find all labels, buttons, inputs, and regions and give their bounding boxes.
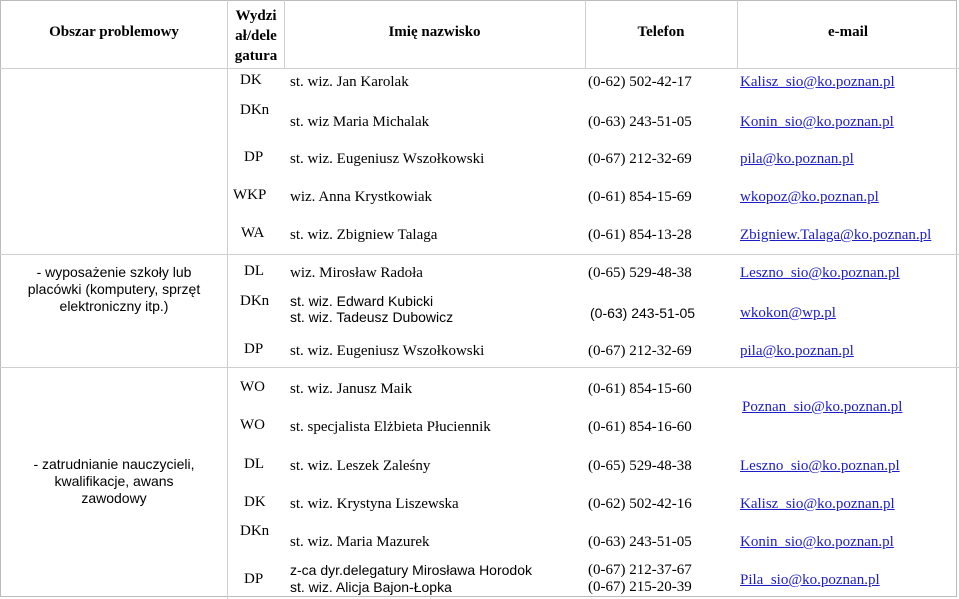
row-phone: (0-61) 854-16-60 <box>588 419 692 435</box>
row-dept: WO <box>240 379 265 395</box>
row-name: st. wiz. Jan Karolak <box>290 74 409 90</box>
row-phone: (0-63) 243-51-05 <box>590 305 696 321</box>
header-area: Obszar problemowy <box>49 24 179 40</box>
row-dept: DP <box>244 571 264 587</box>
row-email-link[interactable]: Poznan_sio@ko.poznan.pl <box>742 399 903 415</box>
row-phone: (0-67) 212-32-69 <box>588 151 692 167</box>
row-name: wiz. Mirosław Radoła <box>290 265 423 281</box>
row-name-line: st. wiz. Edward Kubicki <box>290 293 434 309</box>
header-name: Imię nazwisko <box>388 24 481 40</box>
row-phone: (0-63) 243-51-05 <box>588 114 692 130</box>
header-email: e-mail <box>828 24 868 40</box>
row-name: st. wiz. Zbigniew Talaga <box>290 227 438 243</box>
row-name: st. wiz Maria Michalak <box>290 114 430 130</box>
area-line: kwalifikacje, awans <box>54 473 174 489</box>
row-name-line: z-ca dyr.delegatury Mirosława Horodok <box>290 562 532 578</box>
row-email-link[interactable]: Leszno_sio@ko.poznan.pl <box>740 458 900 474</box>
row-dept: DK <box>244 494 266 510</box>
row-dept: DP <box>244 149 264 165</box>
row-email-link[interactable]: Kalisz_sio@ko.poznan.pl <box>740 74 895 90</box>
area-staff <box>0 456 228 507</box>
row-phone: (0-65) 529-48-38 <box>588 458 692 474</box>
row-email-link[interactable]: Zbigniew.Talaga@ko.poznan.pl <box>740 227 932 243</box>
row-dept: DL <box>244 263 264 279</box>
row-dept: DKn <box>240 293 270 309</box>
area-line: placówki (komputery, sprzęt <box>27 281 201 297</box>
row-dept: DL <box>244 456 264 472</box>
header-dept-line: gatura <box>234 48 278 64</box>
row-dept: DKn <box>240 102 270 118</box>
row-phone: (0-62) 502-42-16 <box>588 496 692 512</box>
row-name: wiz. Anna Krystkowiak <box>290 189 433 205</box>
row-divider <box>0 367 959 368</box>
row-divider <box>0 68 959 69</box>
row-phone <box>588 562 692 596</box>
row-dept: WA <box>241 225 265 241</box>
area-line: elektroniczny itp.) <box>59 298 169 314</box>
row-name-line: st. wiz. Alicja Bajon-Łopka <box>290 579 452 595</box>
row-name: st. specjalista Elżbieta Płuciennik <box>290 419 491 435</box>
row-name <box>290 293 453 325</box>
area-equipment <box>0 264 228 315</box>
row-name-line: st. wiz. Tadeusz Dubowicz <box>290 309 454 325</box>
header-dept <box>228 6 284 66</box>
row-email-link[interactable]: wkokon@wp.pl <box>740 305 836 321</box>
area-line: - wyposażenie szkoły lub <box>36 264 192 280</box>
row-name: st. wiz. Eugeniusz Wszołkowski <box>290 151 485 167</box>
row-dept: WKP <box>233 187 267 203</box>
row-phone: (0-61) 854-15-69 <box>588 189 692 205</box>
row-email-link[interactable]: Leszno_sio@ko.poznan.pl <box>740 265 900 281</box>
row-name: st. wiz. Krystyna Liszewska <box>290 496 459 512</box>
area-line: - zatrudnianie nauczycieli, <box>33 456 195 472</box>
row-email-link[interactable]: Konin_sio@ko.poznan.pl <box>740 534 894 550</box>
row-phone: (0-65) 529-48-38 <box>588 265 692 281</box>
row-phone: (0-67) 212-32-69 <box>588 343 692 359</box>
row-phone-line: (0-67) 212-37-67 <box>588 562 692 578</box>
row-phone: (0-61) 854-15-60 <box>588 381 692 397</box>
row-email-link[interactable]: Konin_sio@ko.poznan.pl <box>740 114 894 130</box>
row-email-link[interactable]: Pila_sio@ko.poznan.pl <box>740 572 880 588</box>
row-name: st. wiz. Janusz Maik <box>290 381 413 397</box>
row-dept: DP <box>244 341 264 357</box>
row-name: st. wiz. Maria Mazurek <box>290 534 430 550</box>
header-phone: Telefon <box>637 24 685 40</box>
row-phone: (0-63) 243-51-05 <box>588 534 692 550</box>
row-name <box>290 562 532 596</box>
row-dept: DKn <box>240 523 270 539</box>
row-divider <box>0 254 959 255</box>
row-name: st. wiz. Leszek Zaleśny <box>290 458 431 474</box>
row-email-link[interactable]: wkopoz@ko.poznan.pl <box>740 189 879 205</box>
header-dept-line: Wydzi <box>235 8 277 24</box>
row-dept: WO <box>240 417 265 433</box>
row-email-link[interactable]: pila@ko.poznan.pl <box>740 151 854 167</box>
area-line: zawodowy <box>81 490 147 506</box>
row-phone-line: (0-67) 215-20-39 <box>588 579 692 595</box>
row-dept: DK <box>240 72 262 88</box>
header-dept-line: ał/dele <box>235 28 277 44</box>
row-email-link[interactable]: Kalisz_sio@ko.poznan.pl <box>740 496 895 512</box>
row-phone: (0-61) 854-13-28 <box>588 227 692 243</box>
row-phone: (0-62) 502-42-17 <box>588 74 692 90</box>
row-name: st. wiz. Eugeniusz Wszołkowski <box>290 343 485 359</box>
row-email-link[interactable]: pila@ko.poznan.pl <box>740 343 854 359</box>
